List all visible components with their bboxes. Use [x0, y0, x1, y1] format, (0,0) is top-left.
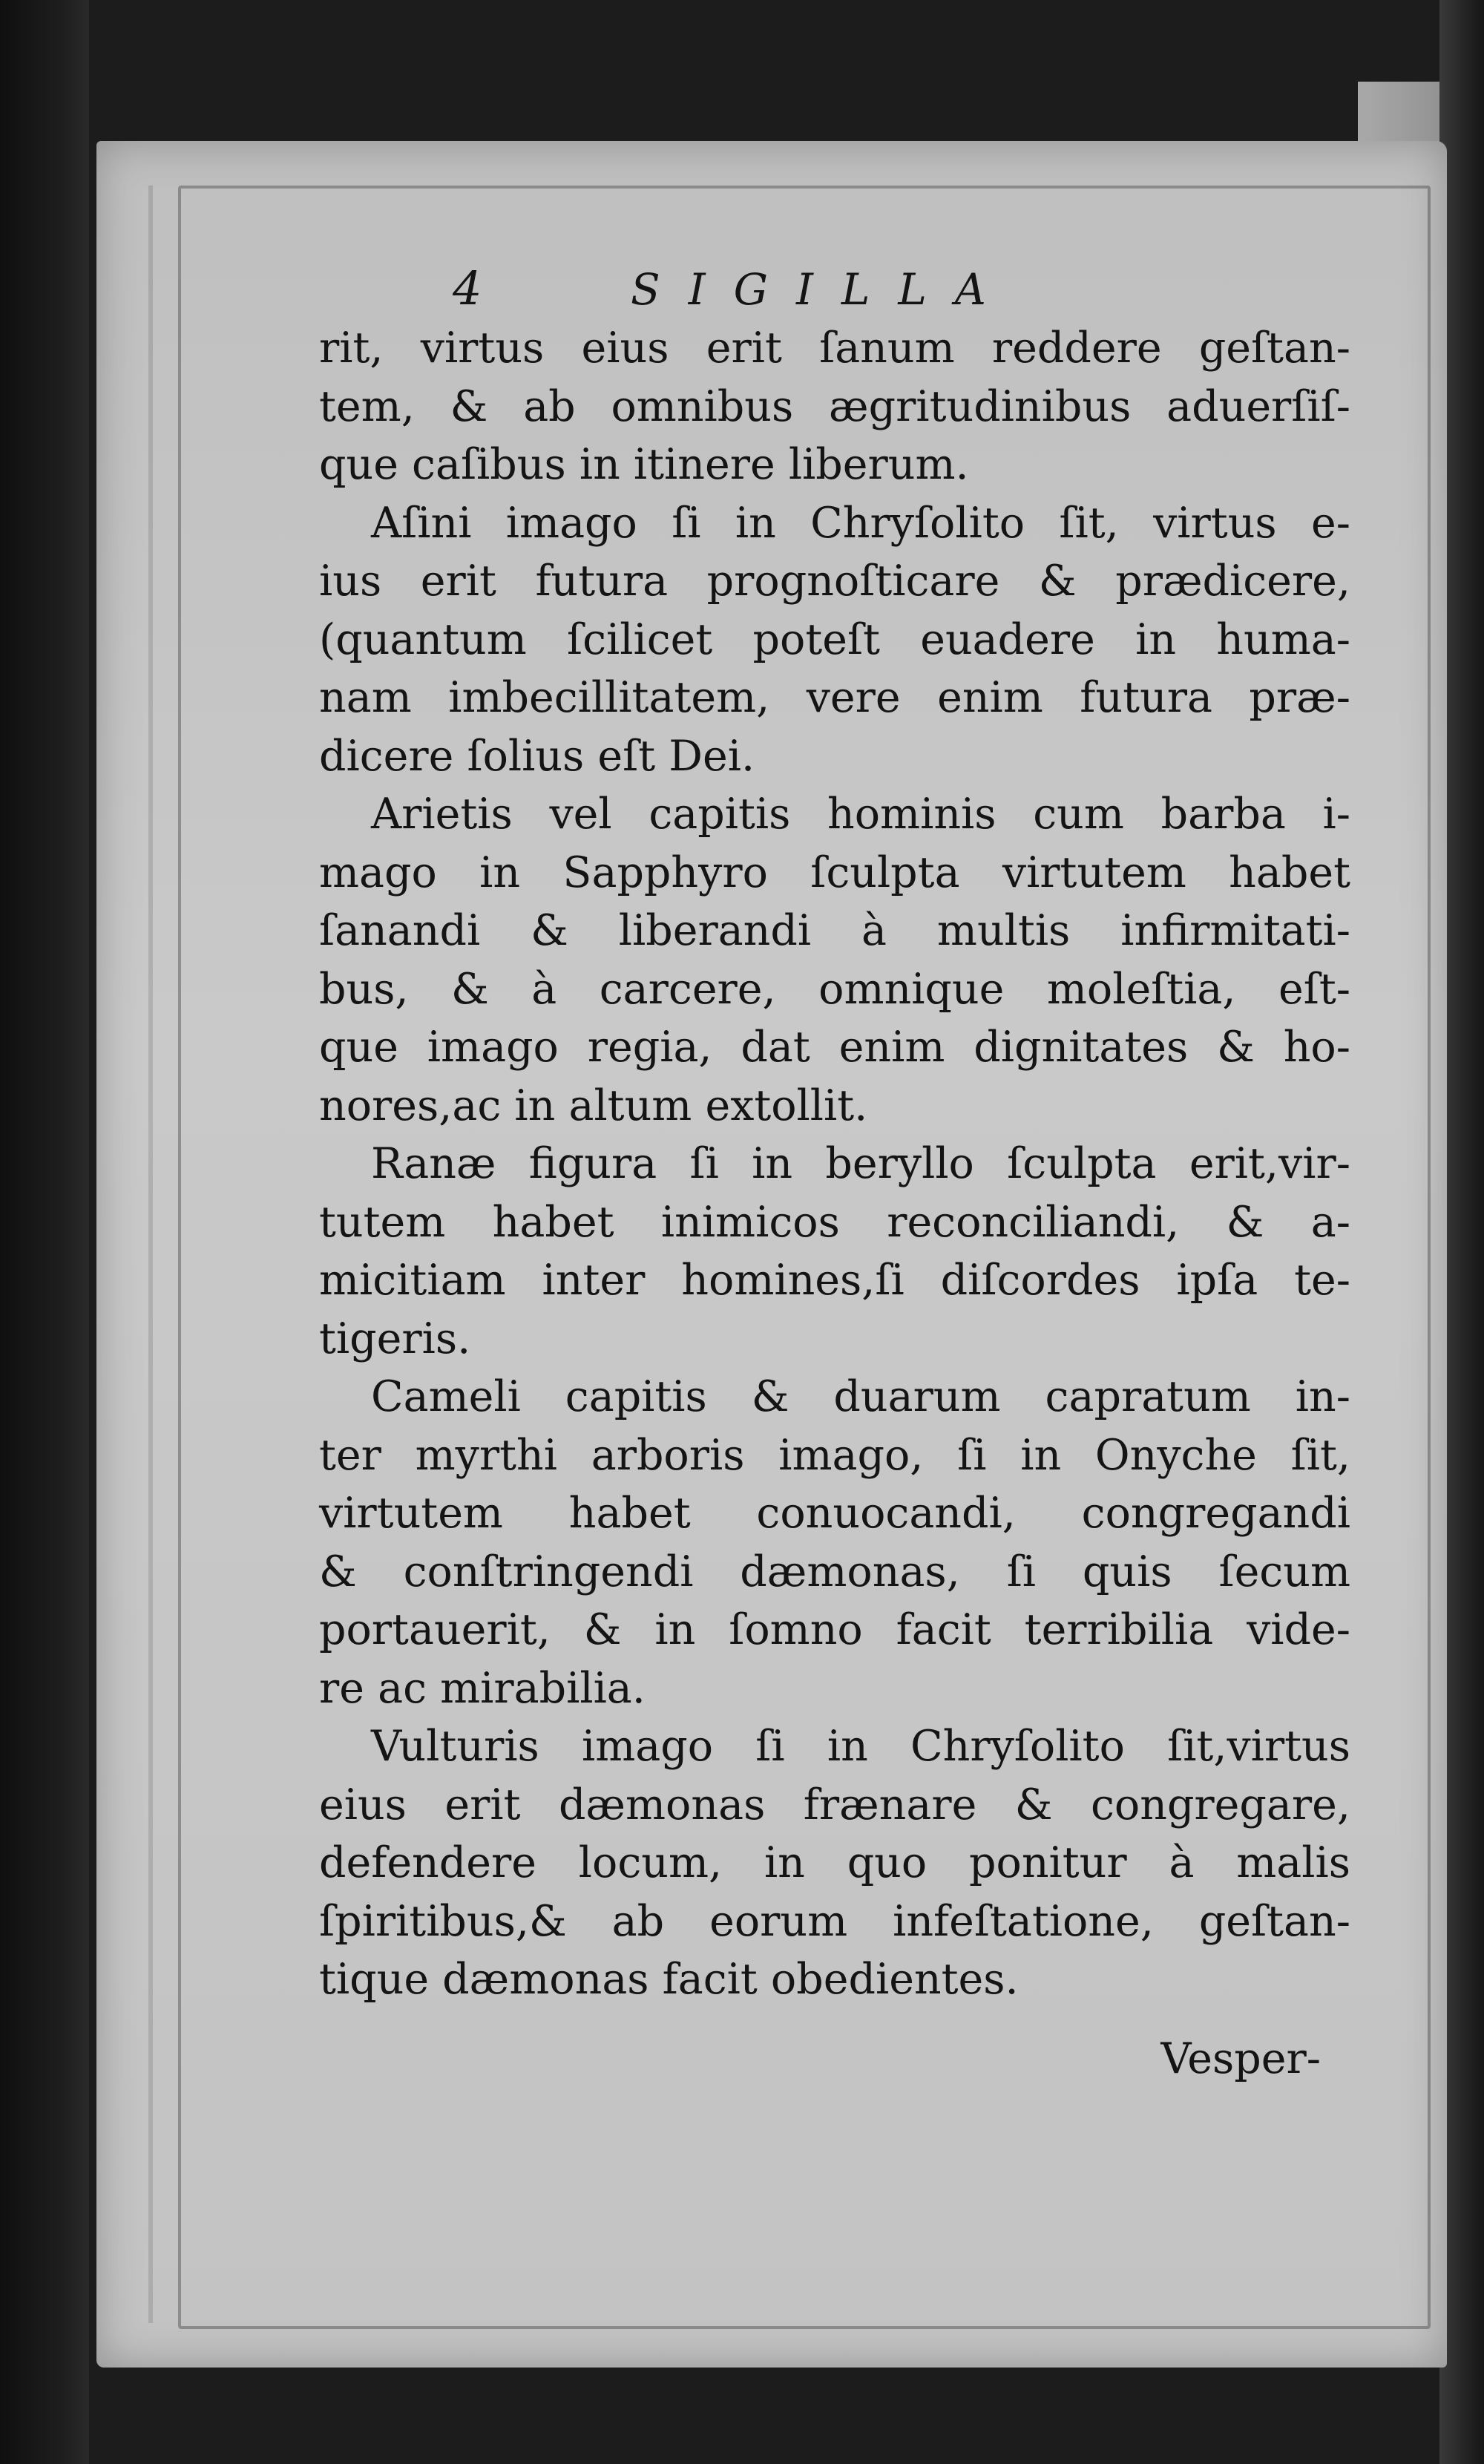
paragraph [319, 494, 1350, 786]
text-line: ſpiritibus,& ab eorum infeſtatione, geſtan- [319, 1896, 1350, 1946]
text-line: eius erit dæmonas frænare & congregare, [319, 1780, 1350, 1829]
text-line: tique dæmonas facit obedientes. [319, 1955, 1019, 2004]
text-line: tem, & ab omnibus ægritudinibus aduerſiſ- [319, 381, 1350, 431]
text-line: Arietis vel capitis hominis cum barba i- [371, 790, 1350, 839]
paragraph [319, 1717, 1350, 2009]
gutter-fold [148, 186, 153, 2323]
page-number: 4 [453, 261, 482, 315]
page-header [319, 260, 1350, 315]
paragraph [319, 1135, 1350, 1368]
text-line: que imago regia, dat enim dignitates & ho- [319, 1023, 1350, 1072]
text-line: que caſibus in itinere liberum. [319, 440, 969, 489]
book-shadow-left [0, 0, 89, 2464]
text-line: bus, & à carcere, omnique moleſtia, eſt- [319, 964, 1350, 1014]
catchword: Vesper- [1160, 2034, 1321, 2083]
text-line: dicere ſolius eſt Dei. [319, 731, 755, 781]
text-line: micitiam inter homines,ſi diſcordes ipſa te- [319, 1256, 1350, 1305]
paragraph [319, 1368, 1350, 1717]
text-line: tutem habet inimicos reconciliandi, & a- [319, 1197, 1350, 1247]
text-line: (quantum ſcilicet poteſt euadere in huma- [319, 615, 1350, 664]
running-title: SIGILLA [631, 264, 1014, 315]
text-line: Cameli capitis & duarum capratum in- [371, 1372, 1350, 1421]
text-line: nores,ac in altum extollit. [319, 1081, 868, 1130]
text-line: portauerit, & in ſomno facit terribilia vide- [319, 1605, 1350, 1654]
text-line: ius erit futura prognoſticare & prædicere, [319, 557, 1350, 606]
text-line: nam imbecillitatem, vere enim futura præ- [319, 673, 1350, 722]
paragraph [319, 785, 1350, 1135]
paragraph [319, 319, 1350, 494]
text-line: tigeris. [319, 1314, 471, 1363]
text-line: ter myrthi arboris imago, ſi in Onyche ſit, [319, 1430, 1350, 1480]
text-line: ſanandi & liberandi à multis infirmitati- [319, 906, 1350, 955]
text-line: Ranæ figura ſi in beryllo ſculpta erit,vir- [371, 1139, 1350, 1188]
text-line: rit, virtus eius erit ſanum reddere geſtan- [319, 324, 1350, 373]
text-line: mago in Sapphyro ſculpta virtutem habet [319, 848, 1350, 897]
text-line: virtutem habet conuocandi, congregandi [319, 1489, 1350, 1538]
text-line: & conſtringendi dæmonas, ſi quis ſecum [319, 1547, 1350, 1596]
text-line: defendere locum, in quo ponitur à malis [319, 1838, 1350, 1887]
text-line: Aſini imago ſi in Chryſolito ſit, virtus e- [371, 498, 1350, 548]
text-line: Vulturis imago ſi in Chryſolito ſit,virtus [371, 1722, 1350, 1771]
page-text [319, 260, 1350, 2088]
body-text [319, 319, 1350, 2009]
text-line: re ac mirabilia. [319, 1663, 646, 1713]
